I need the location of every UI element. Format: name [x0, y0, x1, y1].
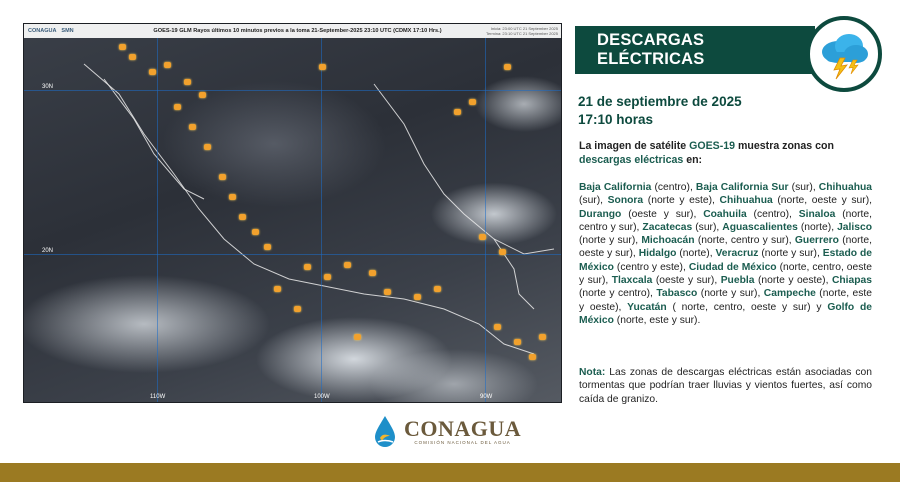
state-name: Ciudad de México — [688, 261, 777, 273]
state-detail: (norte y este), — [643, 195, 720, 207]
lightning-marker — [369, 270, 376, 276]
state-detail: (norte, centro y sur), — [579, 208, 873, 233]
state-name: Tlaxcala — [611, 275, 653, 287]
lightning-marker — [319, 64, 326, 70]
report-date: 21 de septiembre de 2025 — [578, 94, 742, 109]
page-title: DESCARGAS ELÉCTRICAS — [597, 31, 705, 68]
lightning-marker — [164, 62, 171, 68]
state-detail: (norte y sur), — [758, 248, 823, 260]
state-detail: (norte y sur), — [579, 235, 642, 247]
coastline-outline — [24, 24, 562, 403]
state-name: Guerrero — [794, 235, 839, 247]
water-drop-logo-icon — [372, 414, 398, 448]
state-detail: (norte y sur), — [697, 288, 764, 300]
longitude-label: 90W — [480, 394, 493, 400]
footer-bar — [0, 463, 900, 482]
satellite-logo-smn: SMN — [61, 28, 74, 34]
state-name: Michoacán — [641, 235, 695, 247]
lightning-marker — [539, 334, 546, 340]
state-name: Baja California — [579, 182, 652, 193]
lightning-marker — [294, 306, 301, 312]
lightning-marker — [504, 64, 511, 70]
latitude-line — [24, 254, 561, 255]
longitude-label: 110W — [150, 394, 166, 400]
logo-text — [404, 415, 522, 445]
state-detail: (sur), — [788, 182, 819, 193]
state-detail: (norte, centro, oeste y sur), — [579, 261, 872, 287]
state-name: Chiapas — [831, 275, 872, 287]
state-name: Baja California Sur — [695, 182, 789, 193]
state-detail: (norte, este y oeste), — [579, 288, 872, 313]
satellite-logo-conagua: CONAGUA — [28, 28, 57, 34]
state-name: Veracruz — [715, 248, 759, 260]
lightning-marker — [229, 194, 236, 200]
storm-cloud-lightning-icon — [806, 16, 882, 92]
state-detail: (norte), — [797, 221, 838, 233]
intro-part: muestra zonas con — [735, 140, 834, 152]
lightning-marker — [324, 274, 331, 280]
lightning-marker — [189, 124, 196, 130]
latitude-label: 20N — [42, 248, 54, 254]
lightning-marker — [344, 262, 351, 268]
intro-text — [579, 140, 875, 167]
lightning-marker — [129, 54, 136, 60]
state-name: Zacatecas — [642, 221, 693, 233]
lightning-marker — [304, 264, 311, 270]
lightning-marker — [119, 44, 126, 50]
lightning-marker — [384, 289, 391, 295]
lightning-marker — [264, 244, 271, 250]
state-detail: (sur), — [579, 195, 608, 207]
lightning-marker — [184, 79, 191, 85]
intro-satellite: GOES-19 — [689, 140, 736, 152]
state-name: Coahuila — [703, 208, 747, 220]
lightning-marker — [529, 354, 536, 360]
state-name: Jalisco — [837, 221, 872, 233]
lightning-marker — [454, 109, 461, 115]
states-list — [579, 181, 872, 327]
state-detail: (norte, oeste y sur), — [772, 195, 872, 207]
report-time: 17:10 horas — [578, 112, 654, 127]
state-detail: (sur), — [692, 221, 723, 233]
logo-name: CONAGUA — [404, 415, 522, 441]
lightning-marker — [174, 104, 181, 110]
state-detail: (norte y centro), — [579, 288, 657, 300]
note-text — [579, 366, 872, 406]
lightning-marker — [479, 234, 486, 240]
note-body: Las zonas de descargas eléctricas están asociadas con tormentas que podrían traer lluvias y vientos fuertes, así como caída de granizo. — [579, 367, 872, 405]
latitude-line — [24, 90, 561, 91]
state-name: Estado de México — [579, 248, 872, 273]
state-name: Campeche — [763, 288, 816, 300]
lightning-marker — [252, 229, 259, 235]
intro-part: La imagen de satélite — [579, 140, 690, 152]
state-detail: (oeste y sur), — [652, 275, 721, 287]
state-detail: (norte), — [676, 248, 716, 260]
state-name: Puebla — [720, 275, 755, 287]
lightning-marker — [494, 324, 501, 330]
state-detail: (centro), — [746, 208, 799, 220]
intro-part: en: — [683, 153, 703, 166]
state-name: Tabasco — [656, 288, 698, 300]
state-detail: (norte, este y sur). — [613, 314, 701, 326]
lightning-marker — [239, 214, 246, 220]
satellite-start-time: Inicia: 23:00 UTC 21 September 2025 — [490, 26, 558, 31]
intro-highlight: descargas eléctricas — [579, 153, 684, 166]
satellite-image — [23, 23, 562, 403]
state-detail: (norte, centro y sur), — [694, 235, 795, 247]
lightning-marker — [414, 294, 421, 300]
state-name: Aguascalientes — [722, 221, 798, 233]
lightning-marker — [434, 286, 441, 292]
longitude-line — [321, 38, 322, 403]
state-name: Chihuahua — [719, 195, 773, 207]
title-badge — [575, 26, 815, 74]
state-detail: (oeste y sur), — [621, 208, 704, 220]
longitude-line — [157, 38, 158, 403]
state-name: Chihuahua — [818, 182, 872, 193]
state-name: Sonora — [607, 195, 644, 207]
lightning-marker — [199, 92, 206, 98]
lightning-marker — [354, 334, 361, 340]
lightning-marker — [204, 144, 211, 150]
state-name: Sinaloa — [798, 208, 836, 220]
satellite-title: GOES-19 GLM Rayos últimos 10 minutos previos a la toma 21-September-2025 23:10 UTC (CDMX 17:10 Hrs.) — [153, 28, 442, 34]
state-detail: (norte y oeste), — [754, 275, 832, 287]
state-detail: (centro), — [651, 182, 696, 193]
state-detail: (centro y este), — [613, 261, 689, 273]
note-label: Nota: — [579, 367, 606, 378]
state-name: Golfo de México — [579, 301, 872, 326]
state-name: Durango — [579, 208, 622, 220]
lightning-marker — [219, 174, 226, 180]
conagua-logo — [372, 414, 521, 448]
state-detail: (norte, oeste y sur), — [579, 235, 872, 260]
latitude-label: 30N — [42, 84, 54, 90]
longitude-line — [485, 38, 486, 403]
logo-subtitle: COMISIÓN NACIONAL DEL AGUA — [414, 439, 511, 445]
lightning-marker — [149, 69, 156, 75]
state-name: Yucatán — [627, 301, 667, 313]
lightning-marker — [499, 249, 506, 255]
longitude-label: 100W — [314, 394, 330, 400]
state-detail: ( norte, centro, oeste y sur) y — [666, 301, 828, 313]
lightning-marker — [514, 339, 521, 345]
lightning-marker — [274, 286, 281, 292]
state-name: Hidalgo — [638, 248, 677, 260]
lightning-marker — [469, 99, 476, 105]
satellite-end-time: Termina: 23:10 UTC 21 September 2025 — [485, 31, 558, 36]
